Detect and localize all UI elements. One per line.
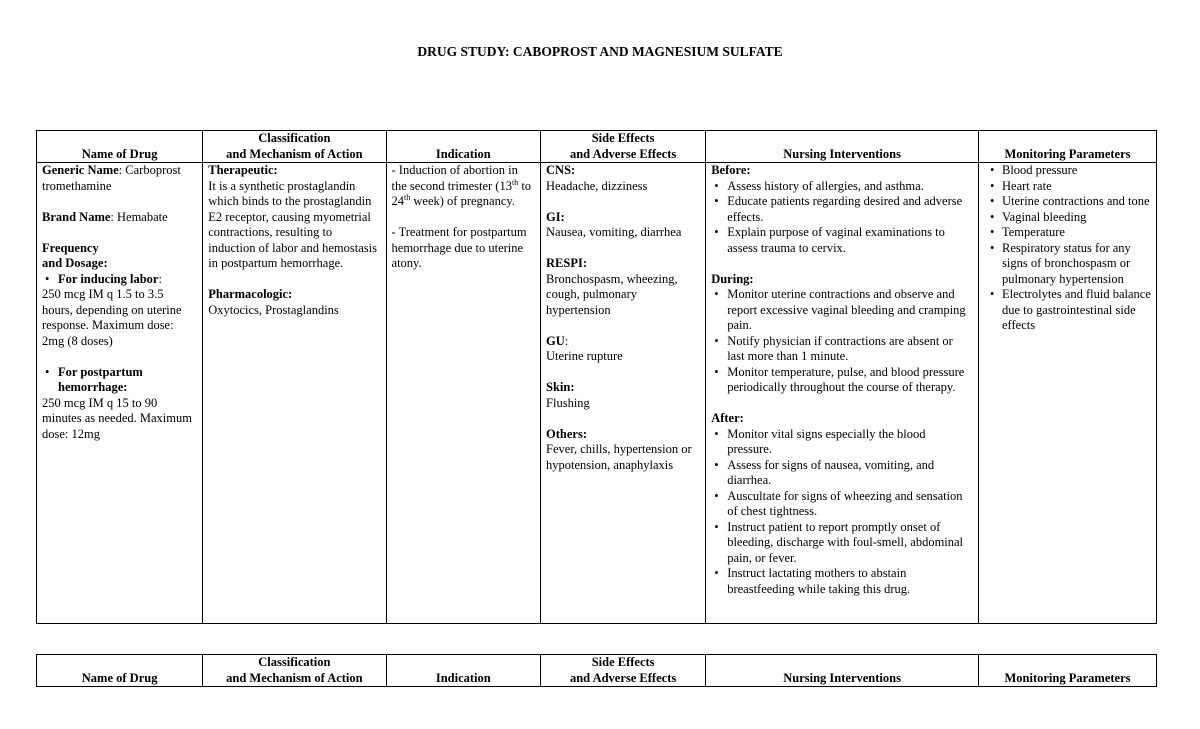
bullet-icon: •	[990, 194, 995, 208]
bullet-icon: •	[714, 519, 719, 534]
generic-name: Generic Name: Carboprost tromethamine	[42, 163, 181, 193]
header-row	[37, 655, 1157, 687]
header-classification: Classification and Mechanism of Action	[203, 131, 386, 163]
bullet-icon: •	[714, 364, 719, 379]
bullet-icon: •	[990, 225, 995, 239]
header-side-effects: Side Effects and Adverse Effects	[541, 131, 706, 163]
during-label: During:	[711, 271, 754, 286]
bullet-icon: •	[714, 457, 719, 472]
before-label: Before:	[711, 163, 751, 177]
after-list	[711, 427, 973, 598]
list-item: • Assess for signs of nausea, vomiting, and diarrhea.	[714, 457, 935, 487]
monitoring-list	[984, 163, 1151, 334]
bullet-icon: •	[714, 225, 719, 239]
therapeutic-text: It is a synthetic prostaglandin which binds to the prostaglandin E2 receptor, causing myometrial contractions, resulting to induction of labor and hemostasis in postpartum hemorrhage.	[208, 178, 377, 270]
during-list	[711, 287, 973, 396]
header-name-of-drug: Name of Drug	[37, 131, 203, 163]
document-title: DRUG STUDY: CABOPROST AND MAGNESIUM SULFATE	[417, 44, 783, 59]
list-item: • Auscultate for signs of wheezing and sensation of chest tightness.	[714, 488, 963, 518]
others-label: Others:	[546, 426, 587, 441]
list-item: • Monitor vital signs especially the blood pressure.	[714, 426, 926, 456]
cell-side-effects	[541, 163, 706, 624]
cns-label: CNS:	[546, 163, 576, 177]
bullet-icon: •	[714, 488, 719, 503]
list-item: • Explain purpose of vaginal examinations to assess trauma to cervix.	[714, 225, 945, 255]
bullet-icon: •	[714, 287, 719, 301]
dosage-inducing-label: • For inducing labor:	[45, 271, 162, 286]
after-label: After:	[711, 411, 744, 425]
therapeutic-label: Therapeutic:	[208, 163, 278, 177]
bullet-icon: •	[45, 364, 50, 379]
bullet-icon: •	[990, 287, 995, 301]
cell-indication	[386, 163, 541, 624]
bullet-icon: •	[714, 426, 719, 441]
cell-name-of-drug	[37, 163, 203, 624]
list-item: • Educate patients regarding desired and adverse effects.	[714, 194, 963, 224]
header-monitoring-parameters: Monitoring Parameters	[979, 655, 1157, 687]
gu-label: GU:	[546, 333, 569, 348]
bullet-icon: •	[714, 178, 719, 193]
list-item: • Instruct lactating mothers to abstain breastfeeding while taking this drug.	[714, 566, 911, 596]
bullet-icon: •	[990, 163, 995, 177]
header-nursing-interventions: Nursing Interventions	[706, 131, 979, 163]
list-item: • Instruct patient to report promptly onset of bleeding, discharge with foul-smell, abdominal pain, or fever.	[714, 519, 964, 565]
drug-study-table	[36, 130, 1157, 624]
bullet-icon: •	[990, 209, 995, 224]
respi-label: RESPI:	[546, 256, 588, 270]
bullet-icon: •	[714, 566, 719, 580]
bullet-icon: •	[714, 333, 719, 348]
list-item: • Monitor uterine contractions and observe and report excessive vaginal bleeding and cramping pain.	[714, 287, 966, 332]
dosage-postpartum-label: • For postpartum hemorrhage:	[45, 364, 143, 394]
indication-item: - Treatment for postpartum hemorrhage due to uterine atony.	[391, 225, 527, 270]
bullet-icon: •	[714, 194, 719, 208]
bullet-icon: •	[990, 178, 995, 193]
brand-name: Brand Name: Hemabate	[42, 209, 168, 224]
header-name-of-drug: Name of Drug	[37, 655, 203, 687]
list-item: • Heart rate	[990, 178, 1052, 193]
header-nursing-interventions: Nursing Interventions	[706, 655, 979, 687]
header-row	[37, 131, 1157, 163]
header-indication: Indication	[386, 655, 541, 687]
header-classification: Classification and Mechanism of Action	[203, 655, 386, 687]
skin-text: Flushing	[546, 395, 590, 410]
others-text: Fever, chills, hypertension or hypotension, anaphylaxis	[546, 442, 692, 472]
header-side-effects: Side Effects and Adverse Effects	[541, 655, 706, 687]
indication-item: - Induction of abortion in the second trimester (13th to 24th week) of pregnancy.	[391, 163, 532, 208]
drug-study-table-2	[36, 654, 1157, 687]
bullet-icon: •	[990, 240, 995, 255]
cell-classification	[203, 163, 386, 624]
list-item: • Electrolytes and fluid balance due to gastrointestinal side effects	[990, 287, 1151, 332]
cell-nursing-interventions	[706, 163, 979, 624]
respi-text: Bronchospasm, wheezing, cough, pulmonary hypertension	[546, 271, 678, 317]
list-item: • Vaginal bleeding	[990, 209, 1087, 224]
cell-monitoring-parameters	[979, 163, 1157, 624]
list-item: • Blood pressure	[990, 163, 1078, 177]
skin-label: Skin:	[546, 380, 575, 394]
list-item: • Assess history of allergies, and asthma.	[714, 178, 924, 193]
frequency-label: Frequency and Dosage:	[42, 240, 108, 270]
pharmacologic-text: Oxytocics, Prostaglandins	[208, 302, 339, 317]
dosage-inducing-text: 250 mcg IM q 1.5 to 3.5 hours, depending on uterine response. Maximum dose: 2mg (8 doses)	[42, 287, 182, 348]
cns-text: Headache, dizziness	[546, 178, 648, 193]
list-item: • Respiratory status for any signs of bronchospasm or pulmonary hypertension	[990, 240, 1131, 286]
gi-label: GI:	[546, 209, 565, 224]
list-item: • Notify physician if contractions are absent or last more than 1 minute.	[714, 333, 953, 363]
drug-row	[37, 163, 1157, 624]
gu-text: Uterine rupture	[546, 349, 623, 363]
header-monitoring-parameters: Monitoring Parameters	[979, 131, 1157, 163]
dosage-postpartum-text: 250 mcg IM q 15 to 90 minutes as needed. Maximum dose: 12mg	[42, 395, 192, 441]
pharmacologic-label: Pharmacologic:	[208, 287, 293, 301]
gi-text: Nausea, vomiting, diarrhea	[546, 225, 682, 239]
list-item: • Temperature	[990, 225, 1065, 239]
header-indication: Indication	[386, 131, 541, 163]
list-item: • Monitor temperature, pulse, and blood pressure periodically throughout the course of therapy.	[714, 364, 965, 394]
list-item: • Uterine contractions and tone	[990, 194, 1150, 208]
before-list	[711, 179, 973, 257]
bullet-icon: •	[45, 271, 50, 286]
